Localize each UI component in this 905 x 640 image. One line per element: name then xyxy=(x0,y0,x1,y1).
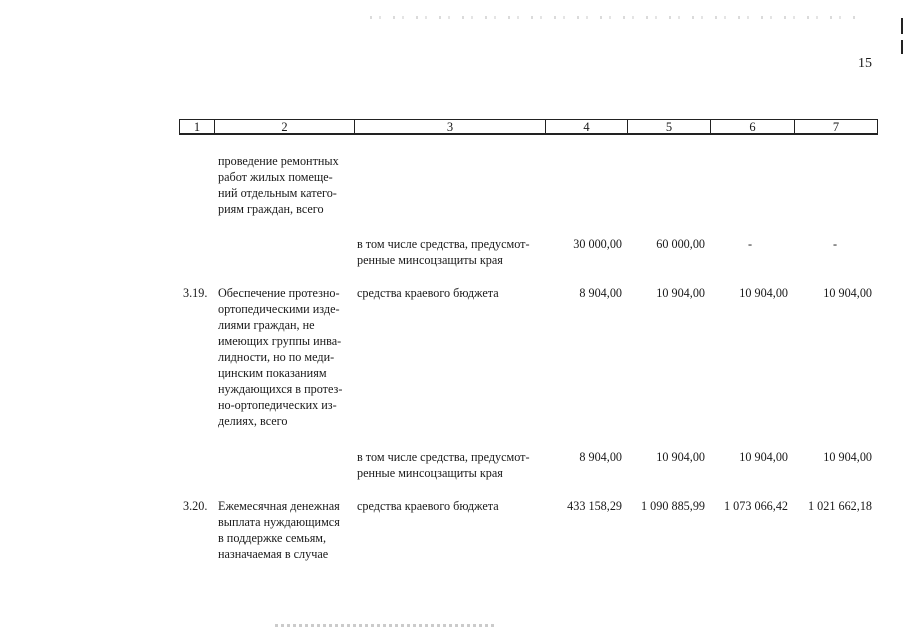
value-col7: 1 021 662,18 xyxy=(808,499,872,513)
value-col6: 10 904,00 xyxy=(739,286,788,300)
row-source-3-20: средства краевого бюджета xyxy=(357,499,499,513)
value-col5: 1 090 885,99 xyxy=(641,499,705,513)
page-number: 15 xyxy=(858,56,872,71)
column-number-4: 4 xyxy=(545,120,627,133)
column-number-7: 7 xyxy=(794,120,877,133)
scan-noise-bottom xyxy=(275,624,495,627)
value-col4: 8 904,00 xyxy=(579,286,622,300)
row-description-continued: проведение ремонтных работ жилых помеще- ний отдельным катего- риям граждан, всего xyxy=(218,154,339,216)
scan-edge-mark xyxy=(901,40,903,54)
value-col7: - xyxy=(832,237,838,251)
column-number-1: 1 xyxy=(193,120,201,134)
value-col7: 10 904,00 xyxy=(823,450,872,464)
row-number-3-20: 3.20. xyxy=(183,499,208,513)
row-source-subrow: в том числе средства, предусмот- ренные минсоцзащиты края xyxy=(357,450,530,480)
value-col6: - xyxy=(747,237,753,251)
column-number-2: 2 xyxy=(214,120,354,133)
row-description-3-19: Обеспечение протезно- ортопедическими изде- лиями граждан, не имеющих группы инва- лидности, но по меди- цинским показаниям нуждающихся в протез- но-ортопедических из- делиях, всего xyxy=(218,286,343,428)
value-col4: 433 158,29 xyxy=(567,499,622,513)
value-col6: 10 904,00 xyxy=(739,450,788,464)
scan-noise-top xyxy=(370,16,860,19)
value-col5: 60 000,00 xyxy=(656,237,705,251)
row-description-3-20: Ежемесячная денежная выплата нуждающимся в поддержке семьям, назначаемая в случае xyxy=(218,499,340,561)
value-col6: 1 073 066,42 xyxy=(724,499,788,513)
row-source-subrow: в том числе средства, предусмот- ренные минсоцзащиты края xyxy=(357,237,530,267)
value-col4: 30 000,00 xyxy=(573,237,622,251)
value-col5: 10 904,00 xyxy=(656,286,705,300)
column-number-5: 5 xyxy=(627,120,710,133)
column-number-3: 3 xyxy=(354,120,545,133)
row-source-3-19: средства краевого бюджета xyxy=(357,286,499,300)
table-header-row xyxy=(179,119,878,135)
column-number-6: 6 xyxy=(710,120,794,133)
value-col7: 10 904,00 xyxy=(823,286,872,300)
value-col4: 8 904,00 xyxy=(579,450,622,464)
value-col5: 10 904,00 xyxy=(656,450,705,464)
scan-edge-mark xyxy=(901,18,903,34)
row-number-3-19: 3.19. xyxy=(183,286,208,300)
